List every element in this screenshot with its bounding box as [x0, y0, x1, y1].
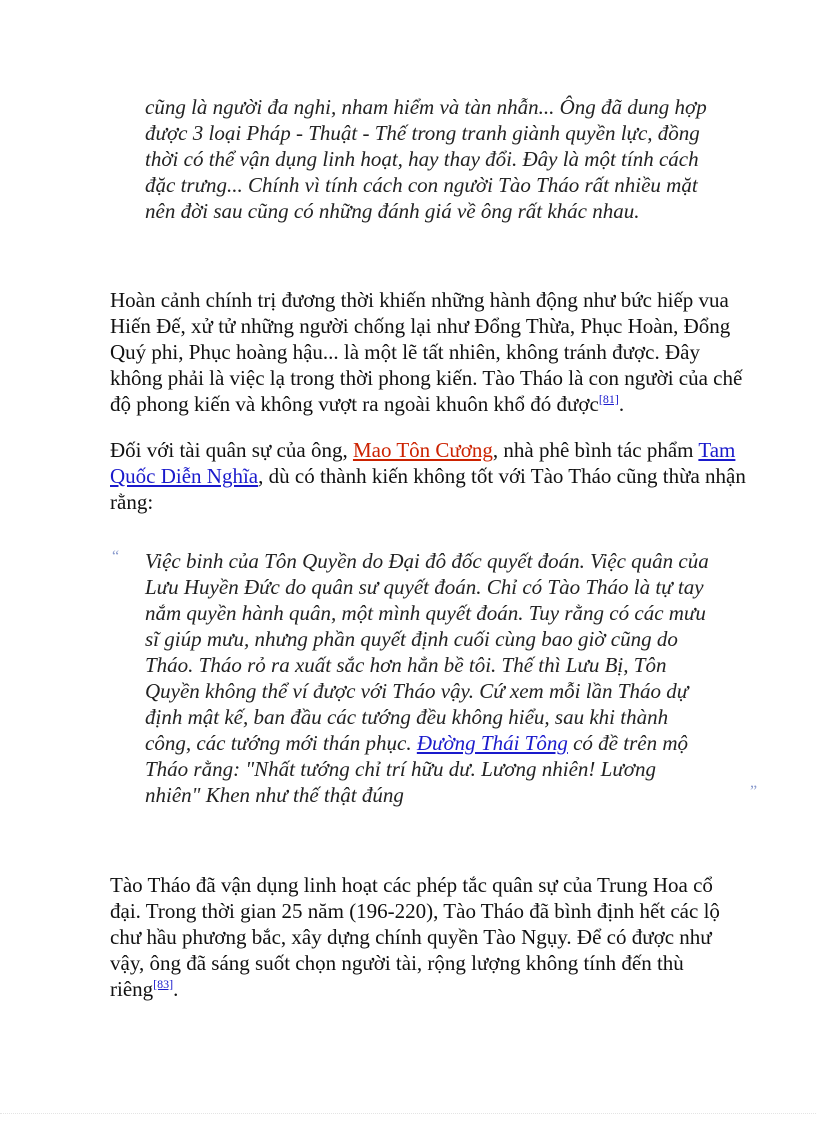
footnote-link-81[interactable]: [81] [598, 392, 619, 406]
paragraph-line [110, 463, 760, 489]
paragraph-political-context [110, 287, 760, 417]
paragraph-line: Hoàn cảnh chính trị đương thời khiến những hành động như bức hiếp vua [110, 288, 729, 312]
quote-text: công, các tướng mới thán phục. [145, 731, 417, 755]
quote-block-1 [145, 94, 765, 224]
paragraph-line: Quý phi, Phục hoàng hậu... là một lẽ tất nhiên, không tránh được. Đây [110, 340, 700, 364]
quote-line [145, 730, 765, 756]
paragraph-line [110, 437, 760, 463]
quote-line: Lưu Huyền Đức do quân sư quyết đoán. Chỉ có Tào Tháo là tự tay [145, 575, 704, 599]
quote-text: có đề trên mộ [567, 731, 688, 755]
paragraph-text: độ phong kiến và không vượt ra ngoài khuôn khổ đó được [110, 392, 599, 416]
link-tam-quoc-part2[interactable]: Quốc Diễn Nghĩa [110, 464, 259, 488]
link-duong-thai-tong[interactable]: Đường Thái Tông [416, 731, 568, 755]
paragraph-line: không phải là việc lạ trong thời phong kiến. Tào Tháo là con người của chế [110, 366, 743, 390]
period: . [618, 392, 625, 416]
paragraph-line: rằng: [110, 490, 154, 514]
footnote-link-83[interactable]: [83] [153, 977, 174, 991]
paragraph-line [110, 391, 760, 417]
link-mao-ton-cuong[interactable]: Mao Tôn Cương [352, 438, 493, 462]
page-bottom-divider [0, 1113, 816, 1115]
footnote-ref [599, 392, 619, 406]
paragraph-military-talent [110, 437, 760, 515]
quote-line: định mật kế, ban đầu các tướng đều không hiểu, sau khi thành [145, 705, 669, 729]
quote-line: nắm quyền hành quân, một mình quyết đoán. Tuy rằng có các mưu [145, 601, 706, 625]
close-quote-mark: ” [750, 783, 758, 800]
paragraph-text: Đối với tài quân sự của ông, [110, 438, 353, 462]
quote-line: được 3 loại Pháp - Thuật - Thế trong tranh giành quyền lực, đồng [145, 121, 700, 145]
quote-line: đặc trưng... Chính vì tính cách con người Tào Tháo rất nhiều mặt [145, 173, 698, 197]
quote-line: cũng là người đa nghi, nham hiểm và tàn nhẫn... Ông đã dung hợp [145, 95, 707, 119]
paragraph-text: , nhà phê bình tác phẩm [492, 438, 699, 462]
quote-line: sĩ giúp mưu, nhưng phần quyết định cuối cùng bao giờ cũng do [145, 627, 678, 651]
period: . [173, 977, 179, 1001]
paragraph-military-tactics [110, 872, 760, 1002]
quote-line: Quyền không thể ví được với Tháo vậy. Cứ xem mỗi lần Tháo dự [145, 679, 689, 703]
paragraph-line: đại. Trong thời gian 25 năm (196-220), Tào Tháo đã bình định hết các lộ [110, 899, 720, 923]
quote-line: Việc binh của Tôn Quyền do Đại đô đốc quyết đoán. Việc quân của [145, 549, 709, 573]
paragraph-line [110, 976, 760, 1002]
quote-line: thời có thể vận dụng linh hoạt, hay thay đổi. Đây là một tính cách [145, 147, 699, 171]
paragraph-line: Tào Tháo đã vận dụng linh hoạt các phép tắc quân sự của Trung Hoa cổ [110, 873, 713, 897]
open-quote-mark: “ [112, 548, 120, 565]
quote-block-2 [145, 548, 765, 808]
quote-line: Tháo. Tháo rỏ ra xuất sắc hơn hẳn bề tôi. Thế thì Lưu Bị, Tôn [145, 653, 667, 677]
link-tam-quoc-part1[interactable]: Tam [698, 438, 736, 462]
quote-line: nên đời sau cũng có những đánh giá về ông rất khác nhau. [145, 199, 640, 223]
paragraph-text: riêng [110, 977, 154, 1001]
paragraph-line: Hiến Đế, xử tử những người chống lại như Đổng Thừa, Phục Hoàn, Đổng [110, 314, 731, 338]
footnote-ref [153, 977, 173, 991]
quote-line: nhiên" Khen như thế thật đúng [145, 783, 404, 807]
paragraph-line: vậy, ông đã sáng suốt chọn người tài, rộng lượng không tính đến thù [110, 951, 684, 975]
paragraph-line: chư hầu phương bắc, xây dựng chính quyền Tào Ngụy. Để có được như [110, 925, 712, 949]
quote-line: Tháo rằng: "Nhất tướng chỉ trí hữu dư. Lương nhiên! Lương [145, 757, 656, 781]
paragraph-text: , dù có thành kiến không tốt với Tào Tháo cũng thừa nhận [258, 464, 746, 488]
